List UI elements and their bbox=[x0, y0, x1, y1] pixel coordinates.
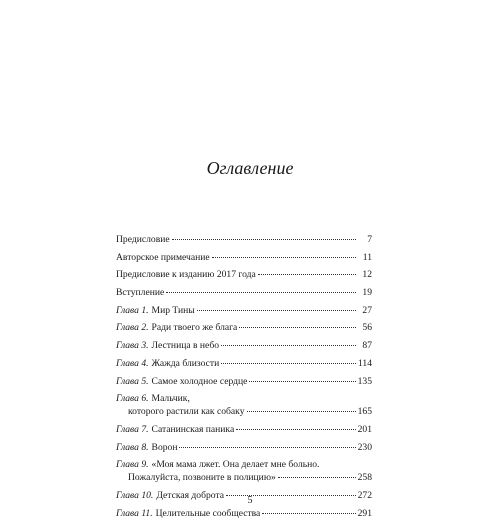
toc-line bbox=[116, 423, 372, 436]
toc-entry bbox=[116, 304, 372, 317]
toc-entry bbox=[116, 375, 372, 388]
chapter-label: Глава 2. bbox=[116, 322, 149, 334]
dot-leader bbox=[212, 257, 356, 258]
toc-entry bbox=[116, 507, 372, 520]
dot-leader bbox=[247, 411, 356, 412]
table-of-contents bbox=[116, 233, 372, 520]
entry-title: «Моя мама лжет. Она делает мне больно. bbox=[151, 459, 320, 471]
toc-line bbox=[116, 441, 372, 454]
entry-page-number: 272 bbox=[357, 489, 372, 501]
toc-line bbox=[116, 233, 372, 246]
page-title: Оглавление bbox=[206, 158, 294, 178]
toc-entry bbox=[116, 357, 372, 370]
toc-entry bbox=[116, 251, 372, 264]
dot-leader bbox=[172, 239, 356, 240]
entry-page-number: 258 bbox=[357, 472, 372, 484]
entry-title: Вступление bbox=[116, 287, 165, 299]
toc-entry bbox=[116, 286, 372, 299]
entry-title: Детская доброта bbox=[156, 489, 225, 501]
entry-page-number: 291 bbox=[357, 507, 372, 519]
entry-title: Самое холодное сердце bbox=[151, 375, 248, 387]
dot-leader bbox=[262, 513, 355, 514]
entry-title: Лестница в небо bbox=[151, 340, 219, 352]
toc-line bbox=[116, 339, 372, 352]
entry-page-number: 135 bbox=[357, 375, 372, 387]
dot-leader bbox=[258, 274, 356, 275]
entry-title: Целительные сообщества bbox=[155, 507, 261, 519]
chapter-label: Глава 10. bbox=[116, 489, 154, 501]
entry-title: Мир Тины bbox=[151, 304, 195, 316]
entry-title: Жажда близости bbox=[151, 357, 220, 369]
page-number: 5 bbox=[247, 495, 253, 506]
toc-line bbox=[116, 286, 372, 299]
entry-page-number: 19 bbox=[362, 287, 372, 299]
toc-line bbox=[116, 357, 372, 370]
dot-leader bbox=[179, 447, 355, 448]
entry-page-number: 56 bbox=[362, 322, 372, 334]
entry-page-number: 87 bbox=[362, 340, 372, 352]
entry-title: Предисловие к изданию 2017 года bbox=[116, 269, 256, 281]
chapter-label: Глава 5. bbox=[116, 375, 149, 387]
dot-leader bbox=[197, 310, 356, 311]
dot-leader bbox=[221, 363, 356, 364]
toc-line bbox=[116, 375, 372, 388]
entry-page-number: 12 bbox=[362, 269, 372, 281]
entry-title: которого растили как собаку bbox=[128, 406, 245, 418]
entry-page-number: 27 bbox=[362, 304, 372, 316]
toc-line bbox=[116, 458, 372, 471]
chapter-label: Глава 9. bbox=[116, 459, 149, 471]
entry-title: Мальчик, bbox=[151, 393, 190, 405]
entry-page-number: 165 bbox=[357, 406, 372, 418]
toc-entry bbox=[116, 423, 372, 436]
entry-page-number: 114 bbox=[357, 357, 372, 369]
toc-line bbox=[116, 321, 372, 334]
entry-page-number: 201 bbox=[357, 423, 372, 435]
toc-line bbox=[116, 268, 372, 281]
chapter-label: Глава 3. bbox=[116, 340, 149, 352]
chapter-label: Глава 11. bbox=[116, 507, 153, 519]
entry-title: Предисловие bbox=[116, 234, 170, 245]
toc-line bbox=[116, 405, 372, 418]
toc-entry bbox=[116, 458, 372, 484]
toc-line bbox=[116, 251, 372, 264]
dot-leader bbox=[239, 327, 356, 328]
toc-entry bbox=[116, 441, 372, 454]
toc-line bbox=[116, 507, 372, 520]
chapter-label: Глава 1. bbox=[116, 304, 149, 316]
dot-leader bbox=[249, 381, 355, 382]
entry-title: Сатанинская паника bbox=[151, 423, 235, 435]
dot-leader bbox=[221, 345, 356, 346]
toc-line bbox=[116, 304, 372, 317]
dot-leader bbox=[166, 292, 356, 293]
chapter-label: Глава 7. bbox=[116, 423, 149, 435]
chapter-label: Глава 8. bbox=[116, 441, 149, 453]
toc-entry bbox=[116, 392, 372, 418]
chapter-label: Глава 6. bbox=[116, 393, 149, 405]
toc-entry bbox=[116, 321, 372, 334]
entry-title: Авторское примечание bbox=[116, 251, 210, 263]
entry-title: Ворон bbox=[151, 441, 178, 453]
entry-page-number: 11 bbox=[362, 251, 372, 263]
entry-title: Ради твоего же блага bbox=[151, 322, 238, 334]
toc-line bbox=[116, 471, 372, 484]
toc-entry bbox=[116, 233, 372, 246]
entry-title: Пожалуйста, позвоните в полицию» bbox=[128, 472, 276, 484]
dot-leader bbox=[278, 477, 356, 478]
dot-leader bbox=[236, 429, 355, 430]
toc-entry bbox=[116, 339, 372, 352]
toc-line bbox=[116, 392, 372, 405]
entry-page-number: 7 bbox=[367, 234, 372, 245]
entry-page-number: 230 bbox=[357, 441, 372, 453]
chapter-label: Глава 4. bbox=[116, 357, 149, 369]
toc-entry bbox=[116, 268, 372, 281]
